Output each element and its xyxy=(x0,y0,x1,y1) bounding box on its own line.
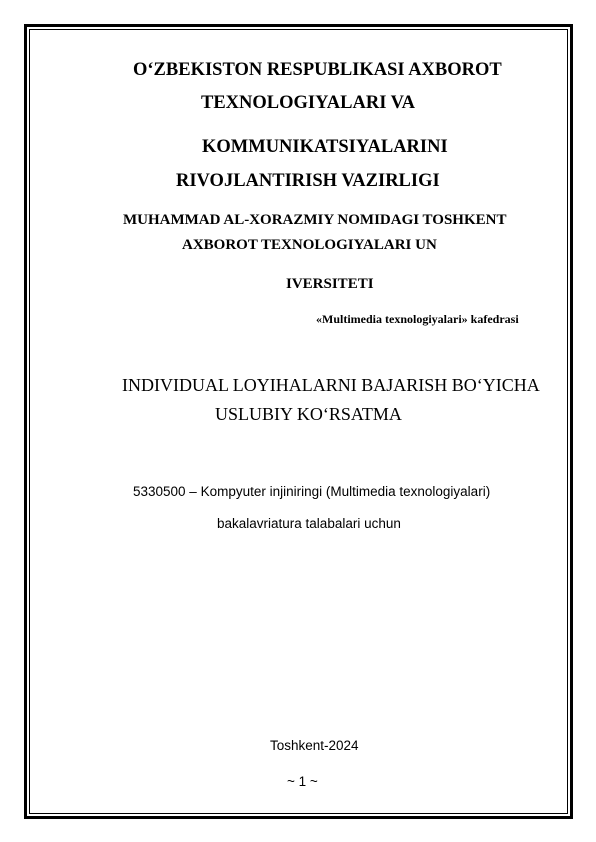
document-title-line-2: USLUBIY KO‘RSATMA xyxy=(215,404,402,424)
university-line-3: IVERSITETI xyxy=(286,276,374,292)
ministry-line-3: KOMMUNIKATSIYALARINI xyxy=(202,137,448,157)
specialty-line-2: bakalavriatura talabalari uchun xyxy=(217,516,401,531)
specialty-line-1: 5330500 – Kompyuter injiniringi (Multimedia texnologiyalari) xyxy=(133,484,491,499)
ministry-line-4: RIVOJLANTIRISH VAZIRLIGI xyxy=(176,171,440,191)
document-title-line-1: INDIVIDUAL LOYIHALARNI BAJARISH BO‘YICHA xyxy=(122,375,540,395)
university-line-1: MUHAMMAD AL-XORAZMIY NOMIDAGI TOSHKENT xyxy=(123,212,507,228)
ministry-line-1: O‘ZBEKISTON RESPUBLIKASI AXBOROT xyxy=(133,60,502,80)
department-name: «Multimedia texnologiyalari» kafedrasi xyxy=(316,312,519,326)
page-number: ~ 1 ~ xyxy=(287,774,318,789)
city-year: Toshkent-2024 xyxy=(270,738,359,753)
ministry-line-2: TEXNOLOGIYALARI VA xyxy=(201,93,416,113)
university-line-2: AXBOROT TEXNOLOGIYALARI UN xyxy=(182,237,437,253)
